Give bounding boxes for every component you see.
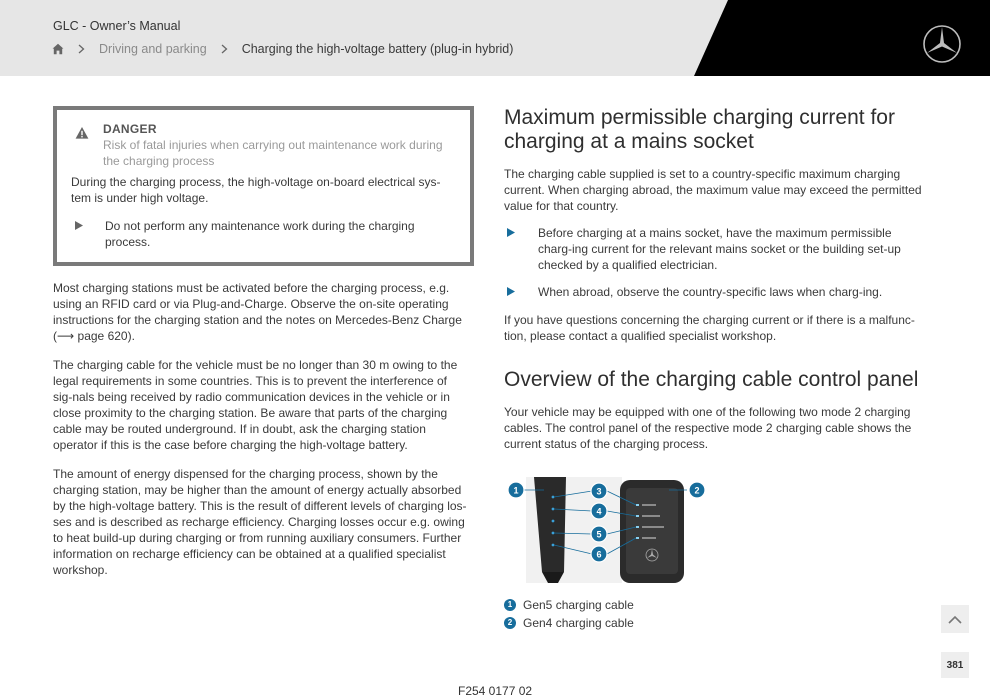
paragraph-charging-current: The charging cable supplied is set to a country-specific maximum charging current. When charging abroad, the maximum value may exceed the permitted value for that country. — [504, 167, 922, 213]
legend-item — [504, 596, 634, 614]
figure-callout-3 — [591, 483, 607, 499]
figure-callout-1 — [508, 482, 524, 498]
legend-label: Gen5 charging cable — [523, 598, 634, 612]
section-heading-charging-current: Maximum permissible charging current for charging at a mains socket — [504, 106, 895, 153]
figure-legend — [504, 596, 634, 632]
charging-cable-figure — [504, 477, 719, 583]
bullet-arrow-icon — [507, 287, 515, 296]
breadcrumb-current: Charging the high-voltage battery (plug-in hybrid) — [241, 42, 514, 56]
svg-text:4: 4 — [596, 506, 602, 517]
legend-number-badge: 2 — [504, 617, 516, 629]
chevron-right-icon — [221, 44, 228, 54]
page-number: 381 — [941, 652, 969, 678]
bullet-arrow-icon — [75, 221, 83, 230]
mercedes-star-logo-icon — [922, 24, 962, 64]
legend-number-badge: 1 — [504, 599, 516, 611]
danger-bullet-text: Do not perform any maintenance work during the charging process. — [105, 219, 415, 249]
danger-box — [53, 106, 474, 266]
figure-callout-5 — [591, 526, 607, 542]
danger-header — [71, 122, 456, 169]
document-title: GLC - Owner’s Manual — [53, 19, 181, 33]
paragraph-malfunction: If you have questions concerning the charging current or if there is a malfunc-tion, please contact a qualified specialist workshop. — [504, 313, 915, 343]
danger-subtitle: Risk of fatal injuries when carrying out maintenance work during the charging process — [103, 138, 443, 168]
svg-text:3: 3 — [596, 486, 602, 497]
danger-title: DANGER — [103, 122, 157, 136]
bullet-abroad — [504, 284, 922, 300]
legend-label: Gen4 charging cable — [523, 616, 634, 630]
header-bar — [0, 0, 990, 76]
figure-callout-4 — [591, 503, 607, 519]
paragraph-control-panel: Your vehicle may be equipped with one of the following two mode 2 charging cables. The control panel of the respective mode 2 charging cable shows the current status of the charging process. — [504, 405, 912, 451]
paragraph-activation: Most charging stations must be activated before the charging process, e.g. using an RFID card or via Plug-and-Charge. Observe the on-site operating instructions for the charging station and the notes on Mercedes-Benz Charge (⟶ page 620). — [53, 281, 462, 343]
home-icon[interactable] — [52, 43, 64, 55]
figure-callout-2 — [689, 482, 705, 498]
figure-callout-6 — [591, 546, 607, 562]
chevron-up-icon — [948, 615, 962, 624]
legend-item — [504, 614, 634, 632]
chevron-right-icon — [78, 44, 85, 54]
bullet-electrician — [504, 225, 922, 273]
bullet-abroad-text: When abroad, observe the country-specific laws when charg-ing. — [538, 285, 883, 299]
breadcrumb-link-driving[interactable]: Driving and parking — [99, 42, 207, 56]
danger-bullet — [71, 218, 456, 250]
paragraph-energy: The amount of energy dispensed for the charging process, shown by the charging station, may be higher than the amount of energy actually absorbed by the high-voltage battery. This is the result of different levels of charging los-ses and is described as recharge efficiency. Charging losses occur e.g. owing to heat build-up during charging or from running auxiliary consumers. Further information on recharge efficiency can be obtained at a qualified specialist workshop. — [53, 467, 467, 577]
svg-text:2: 2 — [694, 485, 700, 496]
paragraph-cable-length: The charging cable for the vehicle must be no longer than 30 m owing to the legal requirements in some countries. This is to prevent the interference of sig-nals being received by radio communication devices in the vehicle or in close proximity to the charging station. Be aware that parts of the charging cable may be routed underground. If in doubt, ask the charging station operator if this is the case before charging the high-voltage battery. — [53, 358, 458, 452]
bullet-electrician-text: Before charging at a mains socket, have the maximum permissible charg-ing current for the relevant mains socket or the building set-up checked by a qualified electrician. — [538, 226, 901, 272]
svg-text:1: 1 — [513, 485, 519, 496]
bullet-arrow-icon — [507, 228, 515, 237]
scroll-to-top-button[interactable] — [941, 605, 969, 633]
warning-triangle-icon — [75, 126, 89, 140]
svg-text:6: 6 — [596, 549, 602, 560]
figure-code: F254 0177 02 — [458, 684, 533, 698]
section-heading-control-panel: Overview of the charging cable control panel — [504, 368, 919, 391]
right-column — [504, 106, 922, 452]
svg-text:5: 5 — [596, 529, 602, 540]
breadcrumb — [52, 42, 513, 56]
left-column — [53, 106, 469, 578]
danger-body: During the charging process, the high-voltage on-board electrical sys-tem is under high voltage. — [71, 175, 441, 205]
